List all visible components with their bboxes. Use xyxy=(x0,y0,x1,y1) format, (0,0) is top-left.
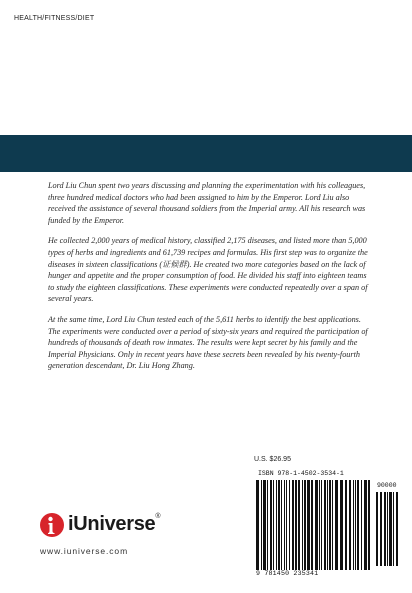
barcode-digits: 9 781450 235341 xyxy=(256,570,319,577)
barcode-bar xyxy=(278,480,280,570)
paragraph-3: At the same time, Lord Liu Chun tested each of the 5,611 herbs to identify the best applications. The experiments were conducted over a period of sixty-six years and required the participation of hundreds of thousands of death row inmates. The results were kept secret by his family and the Imperial Physicians. Only in recent years have these secrets been revealed by his twenty-fourth generation descendant, Dr. Liu Hong Zhang. xyxy=(48,314,368,371)
barcode-bar xyxy=(273,480,274,570)
barcode-bar xyxy=(307,480,310,570)
barcode-bar xyxy=(329,480,331,570)
price-label: U.S. $26.95 xyxy=(254,456,291,463)
barcode-bar xyxy=(327,480,328,570)
barcode-bar xyxy=(315,480,318,570)
barcode-bar xyxy=(292,480,294,570)
barcode-bar xyxy=(256,480,259,570)
barcode-bar xyxy=(304,480,306,570)
barcode-bar xyxy=(349,480,351,570)
barcode-bar xyxy=(396,492,398,566)
barcode-bar xyxy=(267,480,268,570)
paragraph-2: He collected 2,000 years of medical history, classified 2,175 diseases, and listed more than 5,000 types of herbs and ingredients and 61,739 recipes and formulas. His first step was to organize the diseases in sixteen classifications (证候群). He created two more categories based on the lack of hunger and appetite and the proper consumption of food. He divided his staff into eighteen teams to study the eighteen classifications. These experiments were conducted repeatedly over a span of several years. xyxy=(48,236,368,304)
barcode-bar xyxy=(311,480,313,570)
barcode-bar xyxy=(376,492,378,566)
barcode-bar xyxy=(332,480,333,570)
publisher-logo xyxy=(39,510,179,560)
barcode-bar xyxy=(295,480,297,570)
barcode-bar xyxy=(357,480,359,570)
paragraph-1: Lord Liu Chun spent two years discussing and planning the experimentation with his colleagues, three hundred medical doctors who had been assigned to him by the Emperor. Lord Liu also received the assistance of several thousand soldiers from the Imperial army. All his research was funded by the Emperor. xyxy=(48,181,366,225)
barcode-bar xyxy=(380,492,382,566)
barcode-bar xyxy=(345,480,347,570)
color-band xyxy=(0,135,412,172)
barcode-bar xyxy=(340,480,343,570)
barcode-bar xyxy=(289,480,290,570)
barcode-bar xyxy=(302,480,303,570)
barcode-bar xyxy=(284,480,285,570)
category-label: HEALTH/FITNESS/DIET xyxy=(14,15,95,22)
isbn-label: ISBN 978-1-4502-3534-1 xyxy=(258,470,344,477)
ean-barcode xyxy=(256,480,372,570)
barcode-bar xyxy=(368,480,370,570)
barcode-bar xyxy=(364,480,367,570)
barcode-bar xyxy=(270,480,272,570)
publisher-url: www.iuniverse.com xyxy=(40,546,129,556)
barcode-bar xyxy=(276,480,277,570)
logo-wordmark xyxy=(68,513,160,536)
back-cover-description xyxy=(48,180,374,381)
barcode-bar xyxy=(261,480,262,570)
barcode-bar xyxy=(298,480,300,570)
barcode-bar xyxy=(263,480,266,570)
barcode-bar xyxy=(281,480,282,570)
barcode-bar xyxy=(286,480,287,570)
barcode-bar xyxy=(389,492,392,566)
registered-mark: ® xyxy=(155,513,161,520)
barcode-bar xyxy=(324,480,326,570)
logo-name-text: iUniverse xyxy=(68,513,156,535)
barcode-bar xyxy=(353,480,354,570)
iuniverse-logo-icon xyxy=(39,512,65,538)
barcode-bar xyxy=(355,480,356,570)
barcode-bar xyxy=(361,480,362,570)
barcode-bar xyxy=(387,492,388,566)
addon-barcode xyxy=(376,492,398,566)
barcode-bar xyxy=(321,480,322,570)
barcode-block xyxy=(252,470,400,580)
barcode-bar xyxy=(319,480,320,570)
addon-code: 90000 xyxy=(377,482,397,489)
barcode-bar xyxy=(335,480,338,570)
barcode-bar xyxy=(384,492,386,566)
barcode-bar xyxy=(393,492,394,566)
